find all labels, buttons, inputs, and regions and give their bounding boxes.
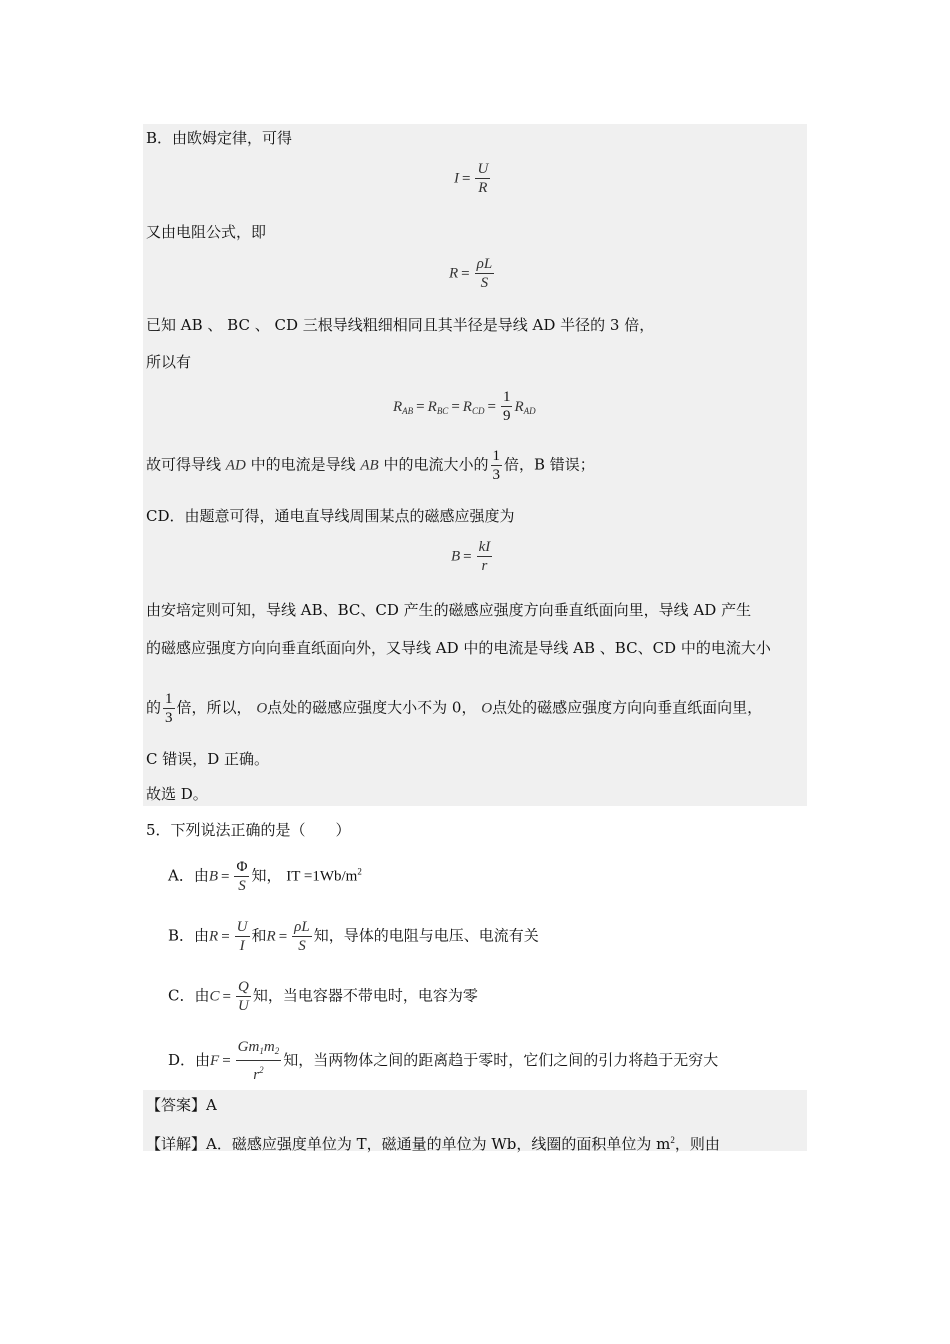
solution-b-conclusion: 故可得导线 AD 中的电流是导线 AB 中的电流大小的 $\frac{1}{3}$ 倍，B 错误； <box>146 448 595 483</box>
solution-cd-intro: CD．由题意可得，通电直导线周围某点的磁感应强度为 <box>146 507 515 525</box>
answer-line: 【答案】A <box>146 1096 217 1114</box>
formula-resistance-ratio: $R_{AB} = R_{BC} = R_{CD}$ = $\frac{1}{9}$ $R_{AD}$ <box>393 389 536 424</box>
solution-resistance-intro: 又由电阻公式，即 <box>146 223 267 241</box>
formula-resistance: R = $\frac{\rho L}{S}$ <box>449 256 493 291</box>
solution-therefore: 所以有 <box>146 353 192 371</box>
formula-magnetic-field: B = $\frac{kI}{r}$ <box>451 539 491 574</box>
option-b: B．由R = $\frac{U}{I}$ 和R = $\frac{\rho L}{S}$ 知，导体的电阻与电压、电流有关 <box>168 919 539 954</box>
solution-cd-line-2: 的磁感应强度方向向垂直纸面向外，又导线 AD 中的电流是导线 AB 、BC、CD 中的电流大小 <box>146 639 771 657</box>
detail-line: 【详解】A．磁感应强度单位为 T，磁通量的单位为 Wb，线圈的面积单位为 $m^2$，则由 <box>146 1135 720 1153</box>
solution-final: 故选 D。 <box>146 785 208 803</box>
question-stem: 5．下列说法正确的是（ ） <box>146 821 351 839</box>
solution-cd-line-3: 的 $\frac{1}{3}$ 倍，所以， O点处的磁感应强度大小不为 0， O点处的磁感应强度方向向垂直纸面向里， <box>146 691 763 726</box>
option-d: D．由F = $\frac{Gm_1m_2}{r^2}$ 知，当两物体之间的距离趋于零时，它们之间的引力将趋于无穷大 <box>168 1039 719 1083</box>
solution-b-intro: B．由欧姆定律，可得 <box>146 129 293 147</box>
option-a: A．由B = $\frac{\Phi}{S}$ 知， IT $=1Wb/m^2$ <box>168 859 362 894</box>
solution-cd-line-1: 由安培定则可知，导线 AB、BC、CD 产生的磁感应强度方向垂直纸面向里，导线 AD 产生 <box>146 601 752 619</box>
solution-given: 已知 AB 、 BC 、 CD 三根导线粗细相同且其半径是导线 AD 半径的 3 倍， <box>146 316 655 334</box>
option-c: C．由C = $\frac{Q}{U}$ 知，当电容器不带电时，电容为零 <box>168 979 478 1014</box>
formula-ohms-law: I = $\frac{U}{R}$ <box>454 161 489 196</box>
solution-cd-line-4: C 错误，D 正确。 <box>146 750 270 768</box>
